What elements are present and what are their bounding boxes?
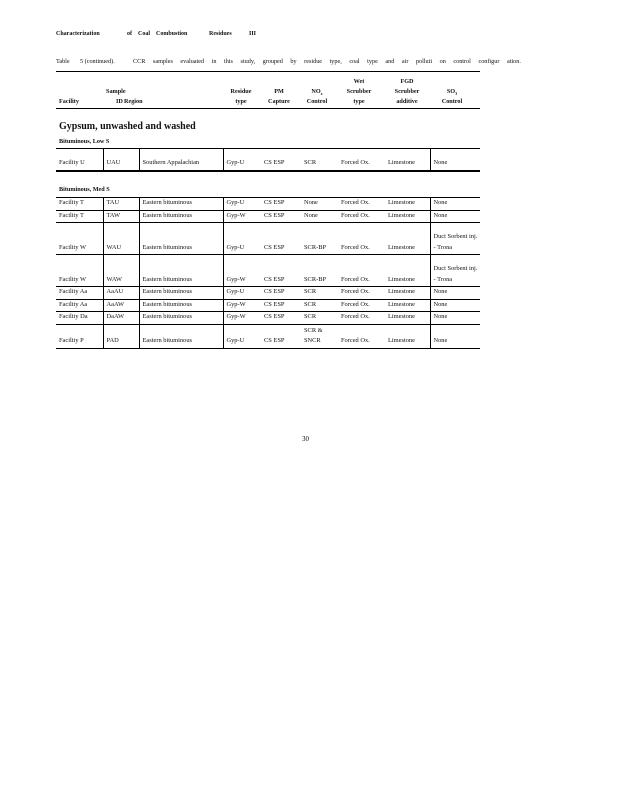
- cell-sample-id: UAU: [103, 149, 139, 171]
- cell-residue: Gyp-W: [223, 299, 261, 312]
- cell-pm: CS ESP: [261, 324, 301, 348]
- col-nox-2: Control: [306, 98, 328, 105]
- cell-pm: CS ESP: [261, 210, 301, 223]
- cell-facility: Facility Da: [56, 312, 103, 325]
- col-wet-1: Wet: [353, 78, 365, 85]
- cell-region: Eastern bituminous: [139, 210, 223, 223]
- table-row: [56, 299, 480, 312]
- col-residue-1: Residue: [230, 88, 252, 95]
- caption-text: CCR samples evaluated in this study, grouped by residue type, coal type and air polluti on control configur ation.: [133, 58, 521, 65]
- cell-pm: CS ESP: [261, 198, 301, 211]
- cell-pm: CS ESP: [261, 149, 301, 171]
- cell-fgd: Limestone: [385, 287, 430, 300]
- cell-wet: Forced Ox.: [338, 287, 385, 300]
- cell-facility: Facility W: [56, 255, 103, 287]
- col-sample-top: Sample: [106, 88, 126, 95]
- cell-wet: Forced Ox.: [338, 299, 385, 312]
- col-so3-2: Control: [441, 98, 463, 105]
- cell-nox: SCR: [301, 149, 338, 171]
- col-wet-3: type: [353, 98, 365, 105]
- cell-pm: CS ESP: [261, 255, 301, 287]
- header-word: Combustion: [156, 31, 188, 37]
- header-word: of: [127, 31, 132, 37]
- cell-facility: Facility T: [56, 198, 103, 211]
- cell-fgd: Limestone: [385, 299, 430, 312]
- cell-residue: Gyp-U: [223, 223, 261, 255]
- cell-wet: Forced Ox.: [338, 312, 385, 325]
- cell-region: Southern Appalachian: [139, 149, 223, 171]
- table-row: [56, 287, 480, 300]
- cell-pm: CS ESP: [261, 287, 301, 300]
- cell-pm: CS ESP: [261, 312, 301, 325]
- cell-pm: CS ESP: [261, 299, 301, 312]
- cell-facility: Facility P: [56, 324, 103, 348]
- cell-so3: None: [430, 324, 480, 348]
- cell-fgd: Limestone: [385, 312, 430, 325]
- cell-residue: Gyp-U: [223, 198, 261, 211]
- col-nox-1: $NO_x$: [311, 88, 323, 97]
- cell-facility: Facility Aa: [56, 287, 103, 300]
- table-row: [56, 312, 480, 325]
- cell-residue: Gyp-U: [223, 324, 261, 348]
- col-pm-1: PM: [274, 88, 284, 95]
- cell-so3: Duct Sorbent inj. - Trona: [430, 223, 480, 255]
- table-top-rule: [56, 71, 480, 72]
- cell-region: Eastern bituminous: [139, 223, 223, 255]
- header-word: Characterization: [56, 31, 100, 37]
- cell-sample-id: TAW: [103, 210, 139, 223]
- cell-so3: None: [430, 149, 480, 171]
- caption-number: 5 (continued).: [80, 58, 115, 65]
- col-fgd-1: FGD: [400, 78, 414, 85]
- table-row: [56, 223, 480, 255]
- cell-residue: Gyp-U: [223, 287, 261, 300]
- cell-nox: SCR: [301, 312, 338, 325]
- table-row: [56, 198, 480, 211]
- col-region: Region: [124, 98, 143, 105]
- cell-sample-id: TAU: [103, 198, 139, 211]
- cell-nox: SCR-BP: [301, 223, 338, 255]
- col-so3-1: $SO_3$: [446, 88, 458, 97]
- table-row: [56, 149, 480, 171]
- header-word: III: [249, 31, 257, 37]
- col-wet-2: Scrubber: [346, 88, 372, 95]
- header-word: Residues: [209, 31, 232, 37]
- col-facility: Facility: [59, 98, 79, 105]
- cell-facility: Facility Aa: [56, 299, 103, 312]
- col-fgd-2: Scrubber: [394, 88, 420, 95]
- cell-facility: Facility T: [56, 210, 103, 223]
- section-title: Gypsum, unwashed and washed: [59, 121, 196, 132]
- group-label: Bituminous, Med S: [59, 186, 110, 193]
- cell-region: Eastern bituminous: [139, 324, 223, 348]
- cell-fgd: Limestone: [385, 198, 430, 211]
- cell-region: Eastern bituminous: [139, 299, 223, 312]
- cell-residue: Gyp-W: [223, 210, 261, 223]
- cell-wet: Forced Ox.: [338, 255, 385, 287]
- cell-facility: Facility U: [56, 149, 103, 171]
- page-number: 30: [302, 435, 309, 443]
- cell-sample-id: AaAW: [103, 299, 139, 312]
- cell-sample-id: WAW: [103, 255, 139, 287]
- cell-so3: None: [430, 299, 480, 312]
- group-label: Bituminous, Low S: [59, 138, 110, 145]
- cell-sample-id: DaAW: [103, 312, 139, 325]
- cell-region: Eastern bituminous: [139, 312, 223, 325]
- cell-region: Eastern bituminous: [139, 255, 223, 287]
- cell-sample-id: WAU: [103, 223, 139, 255]
- cell-fgd: Limestone: [385, 223, 430, 255]
- cell-fgd: Limestone: [385, 255, 430, 287]
- col-pm-2: Capture: [268, 98, 290, 105]
- table-row: [56, 324, 480, 348]
- cell-wet: Forced Ox.: [338, 324, 385, 348]
- col-id: ID: [116, 98, 123, 105]
- header-bottom-rule: [56, 108, 480, 109]
- cell-fgd: Limestone: [385, 149, 430, 171]
- cell-sample-id: PAD: [103, 324, 139, 348]
- cell-nox: SCR-BP: [301, 255, 338, 287]
- table-row: [56, 210, 480, 223]
- cell-nox: SCR: [301, 299, 338, 312]
- cell-so3: None: [430, 210, 480, 223]
- cell-wet: Forced Ox.: [338, 210, 385, 223]
- cell-nox: None: [301, 198, 338, 211]
- cell-wet: Forced Ox.: [338, 198, 385, 211]
- header-word: Coal: [138, 31, 150, 37]
- col-residue-2: type: [235, 98, 247, 105]
- cell-residue: Gyp-W: [223, 312, 261, 325]
- cell-nox: SCR: [301, 287, 338, 300]
- cell-so3: None: [430, 198, 480, 211]
- table-row: [56, 255, 480, 287]
- cell-region: Eastern bituminous: [139, 198, 223, 211]
- cell-so3: Duct Sorbent inj. - Trona: [430, 255, 480, 287]
- cell-wet: Forced Ox.: [338, 223, 385, 255]
- cell-residue: Gyp-U: [223, 149, 261, 171]
- col-fgd-3: additive: [396, 98, 418, 105]
- cell-region: Eastern bituminous: [139, 287, 223, 300]
- cell-fgd: Limestone: [385, 210, 430, 223]
- caption-label: Table: [56, 58, 70, 65]
- cell-nox: SCR & SNCR: [301, 324, 338, 348]
- cell-sample-id: AaAU: [103, 287, 139, 300]
- cell-residue: Gyp-W: [223, 255, 261, 287]
- cell-wet: Forced Ox.: [338, 149, 385, 171]
- cell-fgd: Limestone: [385, 324, 430, 348]
- cell-so3: None: [430, 312, 480, 325]
- cell-so3: None: [430, 287, 480, 300]
- cell-facility: Facility W: [56, 223, 103, 255]
- cell-pm: CS ESP: [261, 223, 301, 255]
- cell-nox: None: [301, 210, 338, 223]
- data-table-low-s: [56, 148, 480, 172]
- data-table-med-s: [56, 197, 480, 349]
